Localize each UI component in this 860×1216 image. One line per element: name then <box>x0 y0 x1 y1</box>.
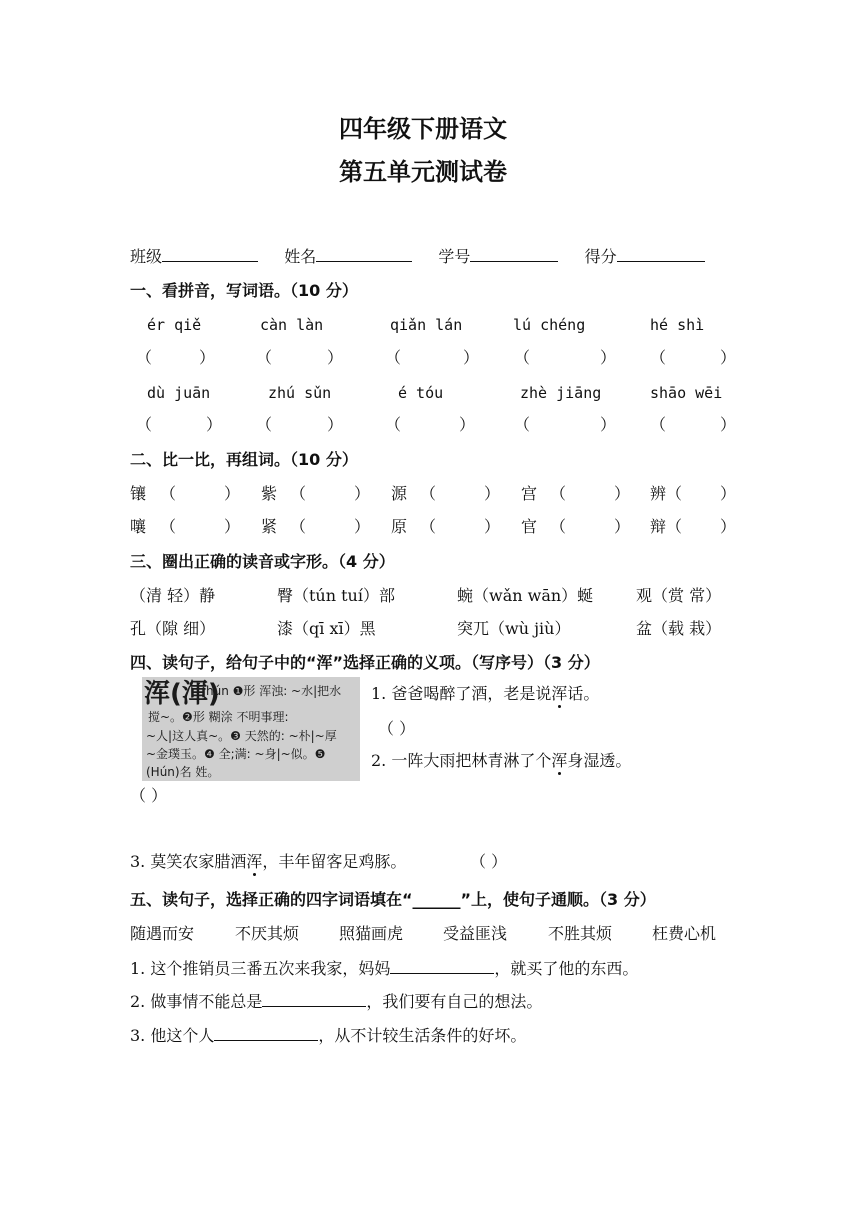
q1-answer-close: ） <box>327 348 344 367</box>
q2-answer-open: （ <box>420 517 437 536</box>
q1-answer-open: （ <box>514 415 531 434</box>
number-blank[interactable] <box>470 246 558 262</box>
q2-answer-open: （ <box>290 484 307 503</box>
q1-answer-close: ） <box>720 415 737 434</box>
q2-char: 原 <box>391 517 408 536</box>
q2-char: 源 <box>391 484 408 503</box>
q2-answer-close: ） <box>484 517 501 536</box>
q1-answer-open: （ <box>256 348 273 367</box>
dictionary-entry-image <box>142 677 360 781</box>
q2-char: 紧 <box>261 517 278 536</box>
q4-sentence-2: 2. 一阵大雨把林青淋了个浑身湿透。 <box>371 751 632 770</box>
q1-heading: 一、看拼音，写词语。（10 分） <box>130 281 358 300</box>
q3-option[interactable]: 蜿（wǎn wān）蜒 <box>457 586 594 605</box>
q2-char: 宫 <box>521 484 538 503</box>
page-subtitle: 第五单元测试卷 <box>339 158 507 186</box>
q1-answer-close: ） <box>199 348 216 367</box>
q5-blank-3[interactable] <box>214 1025 318 1041</box>
q2-answer-close: ） <box>224 484 241 503</box>
q2-char: 辨 <box>650 484 667 503</box>
q5-blank-1[interactable] <box>390 958 494 974</box>
dict-line: hún ❶形 浑浊: ~水|把水 <box>206 684 342 698</box>
q2-answer-open: （ <box>550 484 567 503</box>
q3-option[interactable]: 突兀（wù jiù） <box>457 619 571 638</box>
class-blank[interactable] <box>162 246 258 262</box>
q2-answer-close: ） <box>354 517 371 536</box>
q2-answer-close: ） <box>614 517 631 536</box>
q4-marked-char: 浑 <box>551 751 568 770</box>
q3-option[interactable]: 孔（隙 细） <box>130 619 216 638</box>
q5-option: 随遇而安 <box>130 924 195 943</box>
q2-char: 辩 <box>650 517 667 536</box>
q3-option[interactable]: 臀（tún tuí）部 <box>277 586 395 605</box>
q4-marked-char: 浑 <box>551 684 568 703</box>
q5-sentence-2: 2. 做事情不能总是 ，我们要有自己的想法。 <box>130 992 543 1011</box>
q5-option: 照猫画虎 <box>339 924 404 943</box>
q2-answer-close: ） <box>720 484 737 503</box>
number-label: 学号 <box>438 247 471 266</box>
class-label: 班级 <box>130 247 163 266</box>
q2-char: 镶 <box>130 484 147 503</box>
q2-char: 官 <box>521 517 538 536</box>
dict-line: (Hún)名 姓。 <box>146 765 220 779</box>
q2-answer-close: ） <box>354 484 371 503</box>
q3-option[interactable]: （清 轻）静 <box>130 586 216 605</box>
q1-answer-close: ） <box>206 415 223 434</box>
q4-marked-char: 浑 <box>246 852 263 871</box>
name-blank[interactable] <box>316 246 412 262</box>
score-label: 得分 <box>584 247 617 266</box>
q4-heading: 四、读句子，给句子中的“浑”选择正确的义项。（写序号）（3 分） <box>130 653 600 672</box>
q2-char: 紫 <box>261 484 278 503</box>
q2-answer-open: （ <box>666 484 683 503</box>
q1-answer-close: ） <box>463 348 480 367</box>
q2-answer-close: ） <box>720 517 737 536</box>
q3-heading: 三、圈出正确的读音或字形。（4 分） <box>130 552 395 571</box>
q1-answer-open: （ <box>514 348 531 367</box>
q2-answer-open: （ <box>290 517 307 536</box>
name-label: 姓名 <box>284 247 317 266</box>
q1-pinyin: é tóu <box>398 384 444 402</box>
q3-option[interactable]: 漆（qī xī）黑 <box>277 619 376 638</box>
student-info-row <box>130 246 705 267</box>
q4-answer-1[interactable]: （ ） <box>378 719 416 738</box>
q5-option: 枉费心机 <box>652 924 717 943</box>
q1-pinyin: qiǎn lán <box>390 316 463 334</box>
q2-answer-open: （ <box>550 517 567 536</box>
dict-line: ~人|这人真~。❸ 天然的: ~朴|~厚 <box>146 729 337 743</box>
q5-option: 不厌其烦 <box>235 924 300 943</box>
q2-char: 嚷 <box>130 517 147 536</box>
q2-answer-open: （ <box>160 484 177 503</box>
q1-answer-open: （ <box>385 415 402 434</box>
q1-answer-close: ） <box>600 348 617 367</box>
q2-answer-open: （ <box>160 517 177 536</box>
q1-pinyin: ér qiě <box>147 316 202 334</box>
q1-pinyin: hé shì <box>650 316 705 334</box>
q1-answer-open: （ <box>650 348 667 367</box>
q4-answer-2[interactable]: （ ） <box>130 786 168 805</box>
q2-answer-close: ） <box>484 484 501 503</box>
q1-pinyin: lú chéng <box>513 316 586 334</box>
page-title: 四年级下册语文 <box>339 115 507 143</box>
q4-answer-3[interactable]: （ ） <box>470 852 508 871</box>
q5-option: 不胜其烦 <box>548 924 613 943</box>
q1-answer-close: ） <box>459 415 476 434</box>
q2-answer-close: ） <box>224 517 241 536</box>
q1-answer-close: ） <box>327 415 344 434</box>
dict-headword: 浑(渾) <box>144 679 220 709</box>
q2-answer-close: ） <box>614 484 631 503</box>
q3-option[interactable]: 观（赏 常） <box>636 586 722 605</box>
q1-answer-open: （ <box>385 348 402 367</box>
dict-line: ~金璞玉。❹ 全;满: ~身|~似。❺ <box>146 747 326 761</box>
q1-answer-open: （ <box>650 415 667 434</box>
q1-answer-open: （ <box>256 415 273 434</box>
q1-answer-close: ） <box>600 415 617 434</box>
q1-pinyin: zhú sǔn <box>268 384 332 402</box>
q4-sentence-1: 1. 爸爸喝醉了酒，老是说浑话。 <box>371 684 600 703</box>
q5-blank-2[interactable] <box>262 991 366 1007</box>
q5-sentence-3: 3. 他这个人 ，从不计较生活条件的好坏。 <box>130 1026 527 1045</box>
q5-heading: 五、读句子，选择正确的四字词语填在“______”上，使句子通顺。（3 分） <box>130 890 656 909</box>
q1-answer-open: （ <box>136 348 153 367</box>
dict-line: 搅~。❷形 糊涂 不明事理: <box>148 710 289 724</box>
q1-answer-open: （ <box>136 415 153 434</box>
score-blank[interactable] <box>617 246 705 262</box>
q1-pinyin: zhè jiāng <box>520 384 602 402</box>
q4-sentence-3: 3. 莫笑农家腊酒浑，丰年留客足鸡豚。 <box>130 852 407 871</box>
q1-pinyin: càn làn <box>260 316 324 334</box>
q5-option: 受益匪浅 <box>443 924 508 943</box>
q3-option[interactable]: 盆（载 栽） <box>636 619 722 638</box>
q2-answer-open: （ <box>666 517 683 536</box>
q1-pinyin: dù juān <box>147 384 211 402</box>
q2-answer-open: （ <box>420 484 437 503</box>
q2-heading: 二、比一比，再组词。（10 分） <box>130 450 358 469</box>
q1-pinyin: shāo wēi <box>650 384 723 402</box>
q1-answer-close: ） <box>720 348 737 367</box>
q5-sentence-1: 1. 这个推销员三番五次来我家，妈妈 ，就买了他的东西。 <box>130 959 639 978</box>
